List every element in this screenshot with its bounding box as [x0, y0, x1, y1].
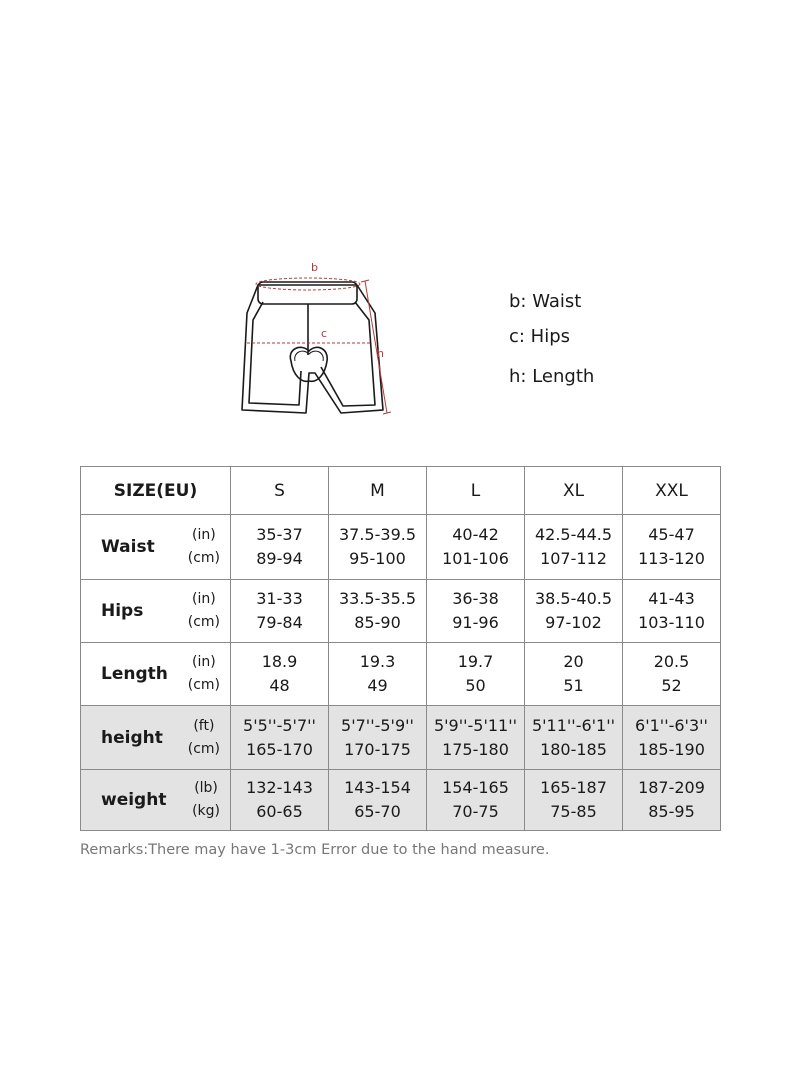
table-row-waist: [81, 515, 721, 580]
unit-label: (kg): [192, 803, 220, 819]
row-label-cell: [81, 580, 231, 643]
table-cell: 5'11''-6'1'' 180-185: [525, 706, 623, 770]
waist-measure-line: [256, 278, 360, 290]
row-label-cell: [81, 643, 231, 706]
row-label-cell: [81, 515, 231, 580]
table-cell: 38.5-40.5 97-102: [525, 580, 623, 643]
size-s-header: S: [231, 467, 329, 515]
unit-label: (in): [192, 591, 216, 607]
size-eu-header: SIZE(EU): [81, 467, 231, 515]
unit-label: (in): [192, 654, 216, 670]
row-name: height: [101, 727, 163, 748]
size-table: [80, 466, 721, 831]
table-cell: 154-165 70-75: [427, 770, 525, 831]
table-cell: 187-209 85-95: [623, 770, 721, 831]
table-cell: 33.5-35.5 85-90: [329, 580, 427, 643]
table-cell: 40-42 101-106: [427, 515, 525, 580]
length-label: h: [377, 347, 384, 360]
table-cell: 19.7 50: [427, 643, 525, 706]
unit-label: (cm): [187, 677, 220, 693]
shorts-inner-contour: [249, 302, 375, 406]
legend-length: h: Length: [509, 366, 595, 387]
table-cell: 35-37 89-94: [231, 515, 329, 580]
legend-waist: b: Waist: [509, 291, 582, 312]
size-m-header: M: [329, 467, 427, 515]
table-cell: 45-47 113-120: [623, 515, 721, 580]
table-row-height: [81, 706, 721, 770]
table-cell: 6'1''-6'3'' 185-190: [623, 706, 721, 770]
row-name: Hips: [101, 601, 144, 621]
shorts-diagram: [225, 255, 405, 430]
table-cell: 143-154 65-70: [329, 770, 427, 831]
unit-label: (cm): [187, 550, 220, 566]
table-cell: 20.5 52: [623, 643, 721, 706]
table-cell: 42.5-44.5 107-112: [525, 515, 623, 580]
unit-label: (lb): [194, 780, 218, 796]
table-cell: 165-187 75-85: [525, 770, 623, 831]
hips-label: c: [321, 327, 328, 340]
table-cell: 20 51: [525, 643, 623, 706]
waist-label: b: [311, 261, 318, 274]
table-cell: 37.5-39.5 95-100: [329, 515, 427, 580]
table-cell: 19.3 49: [329, 643, 427, 706]
unit-label: (in): [192, 527, 216, 543]
table-row-weight: [81, 770, 721, 831]
unit-label: (cm): [187, 740, 220, 757]
table-row-hips: [81, 580, 721, 643]
row-name: Waist: [101, 537, 155, 557]
size-xl-header: XL: [525, 467, 623, 515]
row-name: weight: [101, 790, 167, 810]
table-cell: 5'7''-5'9'' 170-175: [329, 706, 427, 770]
table-header-row: [81, 467, 721, 515]
row-label-cell: [81, 706, 231, 770]
legend-hips: c: Hips: [509, 326, 571, 347]
table-cell: 31-33 79-84: [231, 580, 329, 643]
table-row-length: [81, 643, 721, 706]
row-name: Length: [101, 664, 168, 684]
size-l-header: L: [427, 467, 525, 515]
table-cell: 132-143 60-65: [231, 770, 329, 831]
table-cell: 41-43 103-110: [623, 580, 721, 643]
table-cell: 5'5''-5'7'' 165-170: [231, 706, 329, 770]
table-cell: 18.9 48: [231, 643, 329, 706]
unit-label: (cm): [187, 614, 220, 630]
remarks-note: Remarks:There may have 1-3cm Error due to the hand measure.: [80, 842, 550, 858]
row-label-cell: [81, 770, 231, 831]
unit-label: (ft): [193, 717, 215, 734]
table-cell: 36-38 91-96: [427, 580, 525, 643]
table-cell: 5'9''-5'11'' 175-180: [427, 706, 525, 770]
size-xxl-header: XXL: [623, 467, 721, 515]
